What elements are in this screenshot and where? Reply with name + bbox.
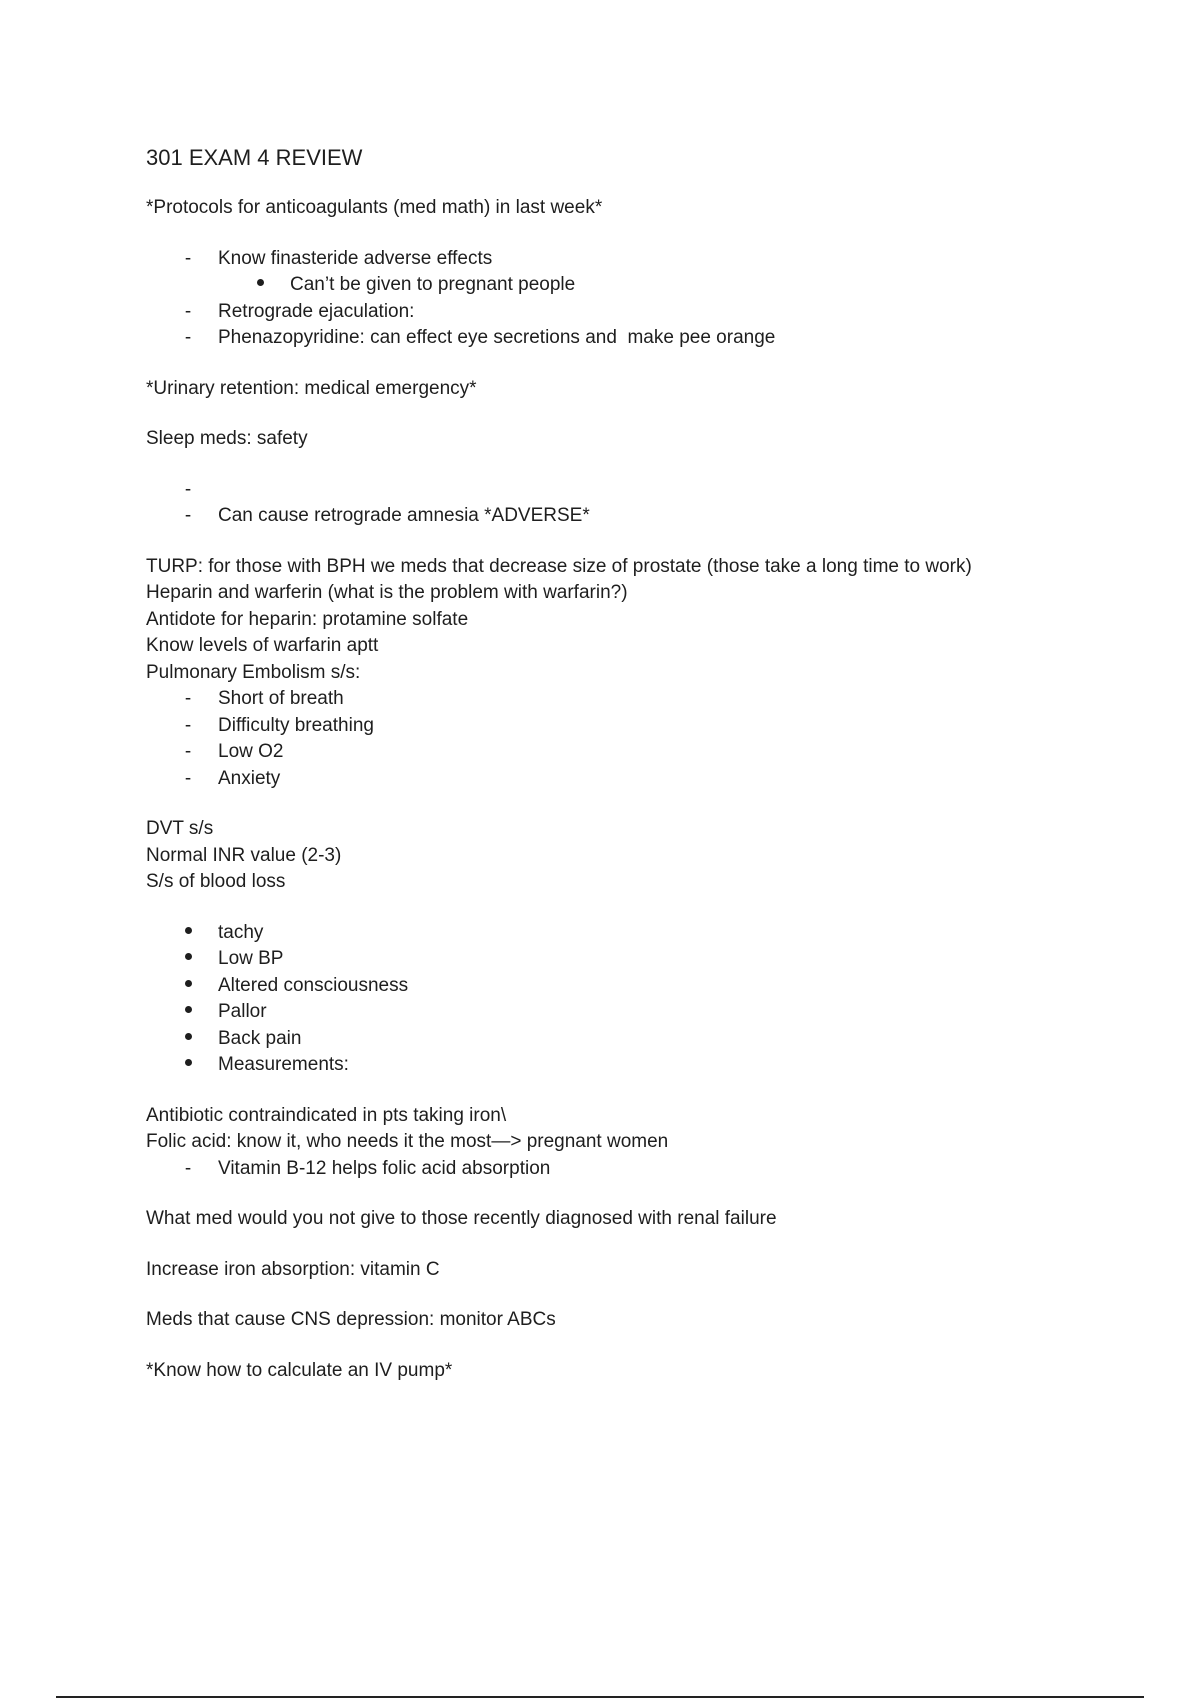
text-line: TURP: for those with BPH we meds that decrease size of prostate (those take a long time to work) (146, 555, 972, 577)
list-item: tachy (146, 920, 1106, 947)
text-line: S/s of blood loss (146, 871, 286, 892)
bullet-marker (182, 920, 194, 947)
bullet-marker (182, 973, 194, 1000)
list-item: Back pain (146, 1026, 1106, 1053)
paragraph-anticoagulant-protocols: *Protocols for anticoagulants (med math) in last week* (146, 197, 603, 218)
dash-marker: - (184, 741, 192, 762)
list-item: - Anxiety (146, 766, 1106, 793)
text-line: Folic acid: know it, who needs it the most—> pregnant women (146, 1131, 669, 1152)
paragraph-sleep-meds: Sleep meds: safety (146, 428, 308, 449)
list-item: Can’t be given to pregnant people (146, 272, 1106, 299)
list-item: Measurements: (146, 1052, 1106, 1079)
dvt-inr-block (146, 816, 1106, 896)
list-item: - Can cause retrograde amnesia *ADVERSE* (146, 503, 1106, 530)
sleep-meds-list (146, 477, 1106, 530)
text-line: Antidote for heparin: protamine solfate (146, 608, 469, 630)
paragraph-urinary-retention: *Urinary retention: medical emergency* (146, 377, 477, 399)
blood-loss-list (146, 920, 1106, 1079)
paragraph-iron-absorption: Increase iron absorption: vitamin C (146, 1258, 440, 1280)
paragraph-renal-failure: What med would you not give to those recently diagnosed with renal failure (146, 1208, 777, 1229)
paragraph-iv-pump: *Know how to calculate an IV pump* (146, 1359, 453, 1381)
text-line: Heparin and warferin (what is the problem with warfarin?) (146, 582, 628, 603)
iron-folic-block (146, 1103, 1106, 1156)
bullet-marker (254, 272, 266, 299)
dash-marker: - (184, 714, 192, 736)
list-item: - Short of breath (146, 686, 1106, 713)
dash-marker: - (184, 327, 192, 348)
finasteride-list (146, 246, 1106, 352)
dash-marker: - (184, 505, 192, 526)
list-item: - Know finasteride adverse effects (146, 246, 1106, 273)
turp-heparin-block (146, 554, 1106, 687)
dash-marker: - (184, 767, 192, 789)
paragraph-cns-depression: Meds that cause CNS depression: monitor ABCs (146, 1309, 556, 1330)
folic-list (146, 1156, 1106, 1183)
bullet-marker (182, 999, 194, 1026)
text-line: Antibiotic contraindicated in pts taking iron\ (146, 1104, 507, 1126)
list-item: - Vitamin B-12 helps folic acid absorption (146, 1156, 1106, 1183)
list-item: - Retrograde ejaculation: (146, 299, 1106, 326)
dash-marker: - (184, 688, 192, 709)
dash-marker: - (184, 1157, 192, 1179)
document-body (146, 143, 1106, 1384)
bullet-marker (182, 1052, 194, 1079)
list-item (146, 477, 1106, 504)
list-item: - Low O2 (146, 739, 1106, 766)
text-line: Know levels of warfarin aptt (146, 635, 379, 656)
dash-marker: - (184, 300, 192, 322)
pe-signs-list (146, 686, 1106, 792)
text-line: Normal INR value (2-3) (146, 844, 342, 866)
bullet-marker (182, 946, 194, 973)
text-line: Pulmonary Embolism s/s: (146, 661, 361, 683)
bullet-marker (182, 1026, 194, 1053)
dash-marker: - (184, 478, 192, 500)
list-item: Altered consciousness (146, 973, 1106, 1000)
dash-marker: - (184, 247, 192, 269)
page-bottom-rule (56, 1696, 1144, 1698)
list-item: Pallor (146, 999, 1106, 1026)
document-title: 301 EXAM 4 REVIEW (146, 145, 363, 170)
text-line: DVT s/s (146, 818, 214, 839)
list-item: Low BP (146, 946, 1106, 973)
list-item: - Difficulty breathing (146, 713, 1106, 740)
list-item: - Phenazopyridine: can effect eye secretions and make pee orange (146, 325, 1106, 352)
